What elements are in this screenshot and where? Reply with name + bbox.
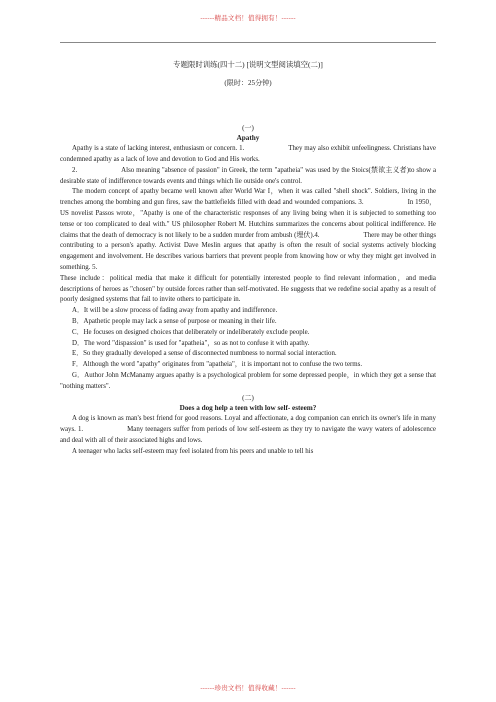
option-c: C．He focuses on designed choices that deliberately or indeliberately exclude people. — [72, 328, 310, 336]
paragraph: The modern concept of apathy became well known after World War I，when it was called "shell shock". Soldiers, living in the trenches among the bombing and gun fires, saw the battlefields filled with dead and wounded companions. 3. In 1950，US novelist Passos wrote，"Apathy is one of the characteristic responses of any living being when it is subjected to something too tense or too complicated to deal with." US philosopher Robert M. Hutchins summarizes the concerns about political indifference. He claims that the death of democracy is not likely to be a sudden murder from ambush (埋伏).4. There may be other things contributing to a person's apathy. Activist Dave Meslin argues that apathy is often the result of social systems actively blocking engagement and involvement. He describes various barriers that prevent people from knowing how or why they might get involved in something. 5. — [60, 188, 436, 271]
option-d: D．The word "dispassion" is used for "apatheia"，so as not to confuse it with apathy. — [72, 339, 310, 347]
paragraph: Apathy is a state of lacking interest, enthusiasm or concern. 1. They may also exhibit unfeelingness. Christians have condemned apathy as a lack of love and devotion to God and His works. — [60, 145, 436, 163]
header-rule — [60, 42, 436, 43]
top-banner: ------精品文档！值得拥有！------ — [200, 15, 296, 22]
option-g: G．Author John McManamy argues apathy is a psychological problem for some depressed people，in which they get a sense that "nothing matters". — [60, 371, 436, 390]
paragraph: A teenager who lacks self-esteem may feel isolated from his peers and unable to tell his — [72, 447, 314, 455]
paragraph: These include：political media that make it difficult for potentially interested people to find relevant information，and media descriptions of heroes as "chosen" by outside forces rather than self-motivated. He suggests that we redefine social apathy as a result of poorly designed systems that fail to invite others to participate in. — [60, 274, 436, 304]
section-number-1: (一) — [242, 123, 254, 132]
paragraph: 2. Also meaning "absence of passion" in Greek, the term "apatheia" was used by the Stoics(禁欲主义者)to show a desirable state of indifference towards events and things which lie outside one's control. — [60, 166, 436, 185]
article-title-2: Does a dog help a teen with low self- esteem? — [179, 404, 317, 413]
article-title-1: Apathy — [236, 134, 260, 143]
paragraph: A dog is known as man's best friend for good reasons. Loyal and affectionate, a dog companion can enrich its owner's life in many ways. 1. Many teenagers suffer from periods of low self-esteem as they try to navigate the wavy waters of adolescence and deal with all of their associated highs and lows. — [60, 415, 436, 444]
option-a: A．It will be a slow process of fading away from apathy and indifference. — [72, 307, 278, 315]
bottom-banner: ------珍贵文档！值得收藏！------ — [200, 685, 296, 692]
page-title: 专题限时训练(四十二) [说明文型阅读填空(二)] — [173, 60, 323, 69]
section-number-2: (二) — [242, 393, 254, 402]
option-b: B．Apathetic people may lack a sense of purpose or meaning in their life. — [72, 317, 277, 325]
time-limit: (限时：25分钟) — [224, 78, 272, 87]
option-f: F．Although the word "apathy" originates from "apatheia"，it is important not to confuse the two terms. — [72, 361, 363, 369]
option-e: E．So they gradually developed a sense of disconnected numbness to normal social interaction. — [72, 350, 337, 358]
document-body — [60, 60, 436, 457]
